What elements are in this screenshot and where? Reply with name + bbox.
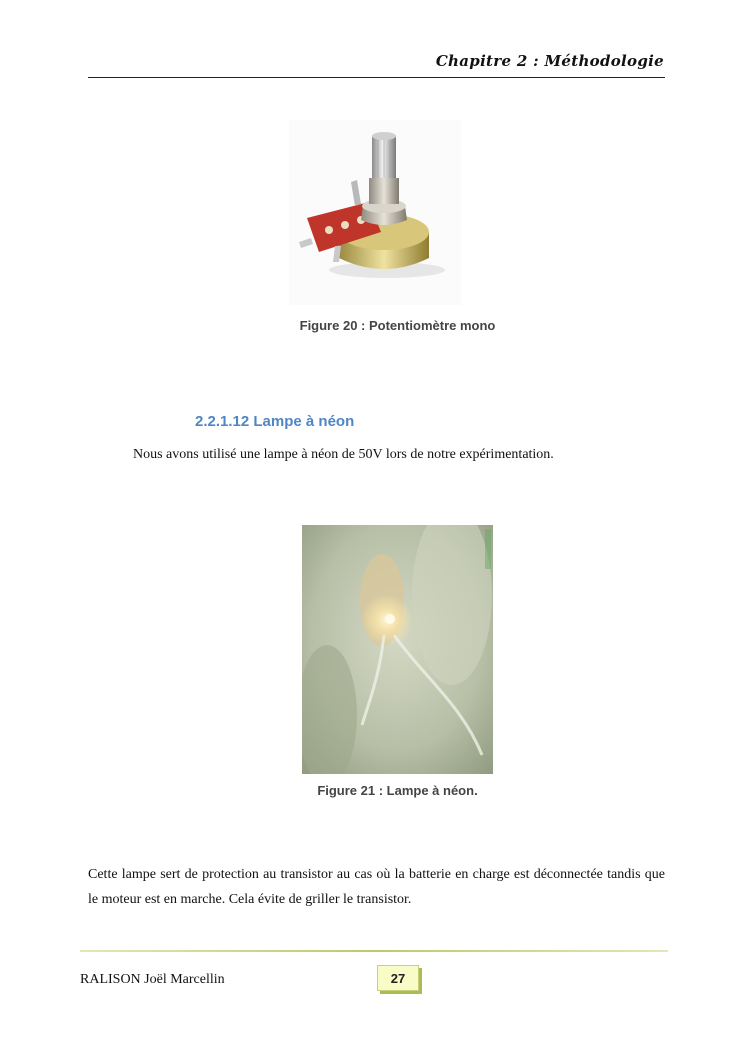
potentiometer-image — [289, 120, 461, 305]
header-divider — [88, 77, 665, 78]
figure-21-caption: Figure 21 : Lampe à néon. — [317, 783, 478, 798]
chapter-title: Chapitre 2 : Méthodologie — [435, 52, 664, 70]
page-number: 27 — [377, 965, 419, 991]
paragraph-protection: Cette lampe sert de protection au transistor au cas où la batterie en charge est déconnectée tandis que le moteur est en marche. Cela évite de griller le transistor. — [88, 867, 665, 907]
figure-20-caption: Figure 20 : Potentiomètre mono — [299, 318, 496, 333]
paragraph-intro: Nous avons utilisé une lampe à néon de 50V lors de notre expérimentation. — [133, 447, 554, 462]
section-heading: 2.2.1.12 Lampe à néon — [195, 413, 355, 430]
neon-lamp-image — [302, 525, 493, 774]
footer-divider — [80, 950, 668, 952]
footer-author: RALISON Joël Marcellin — [80, 972, 225, 987]
